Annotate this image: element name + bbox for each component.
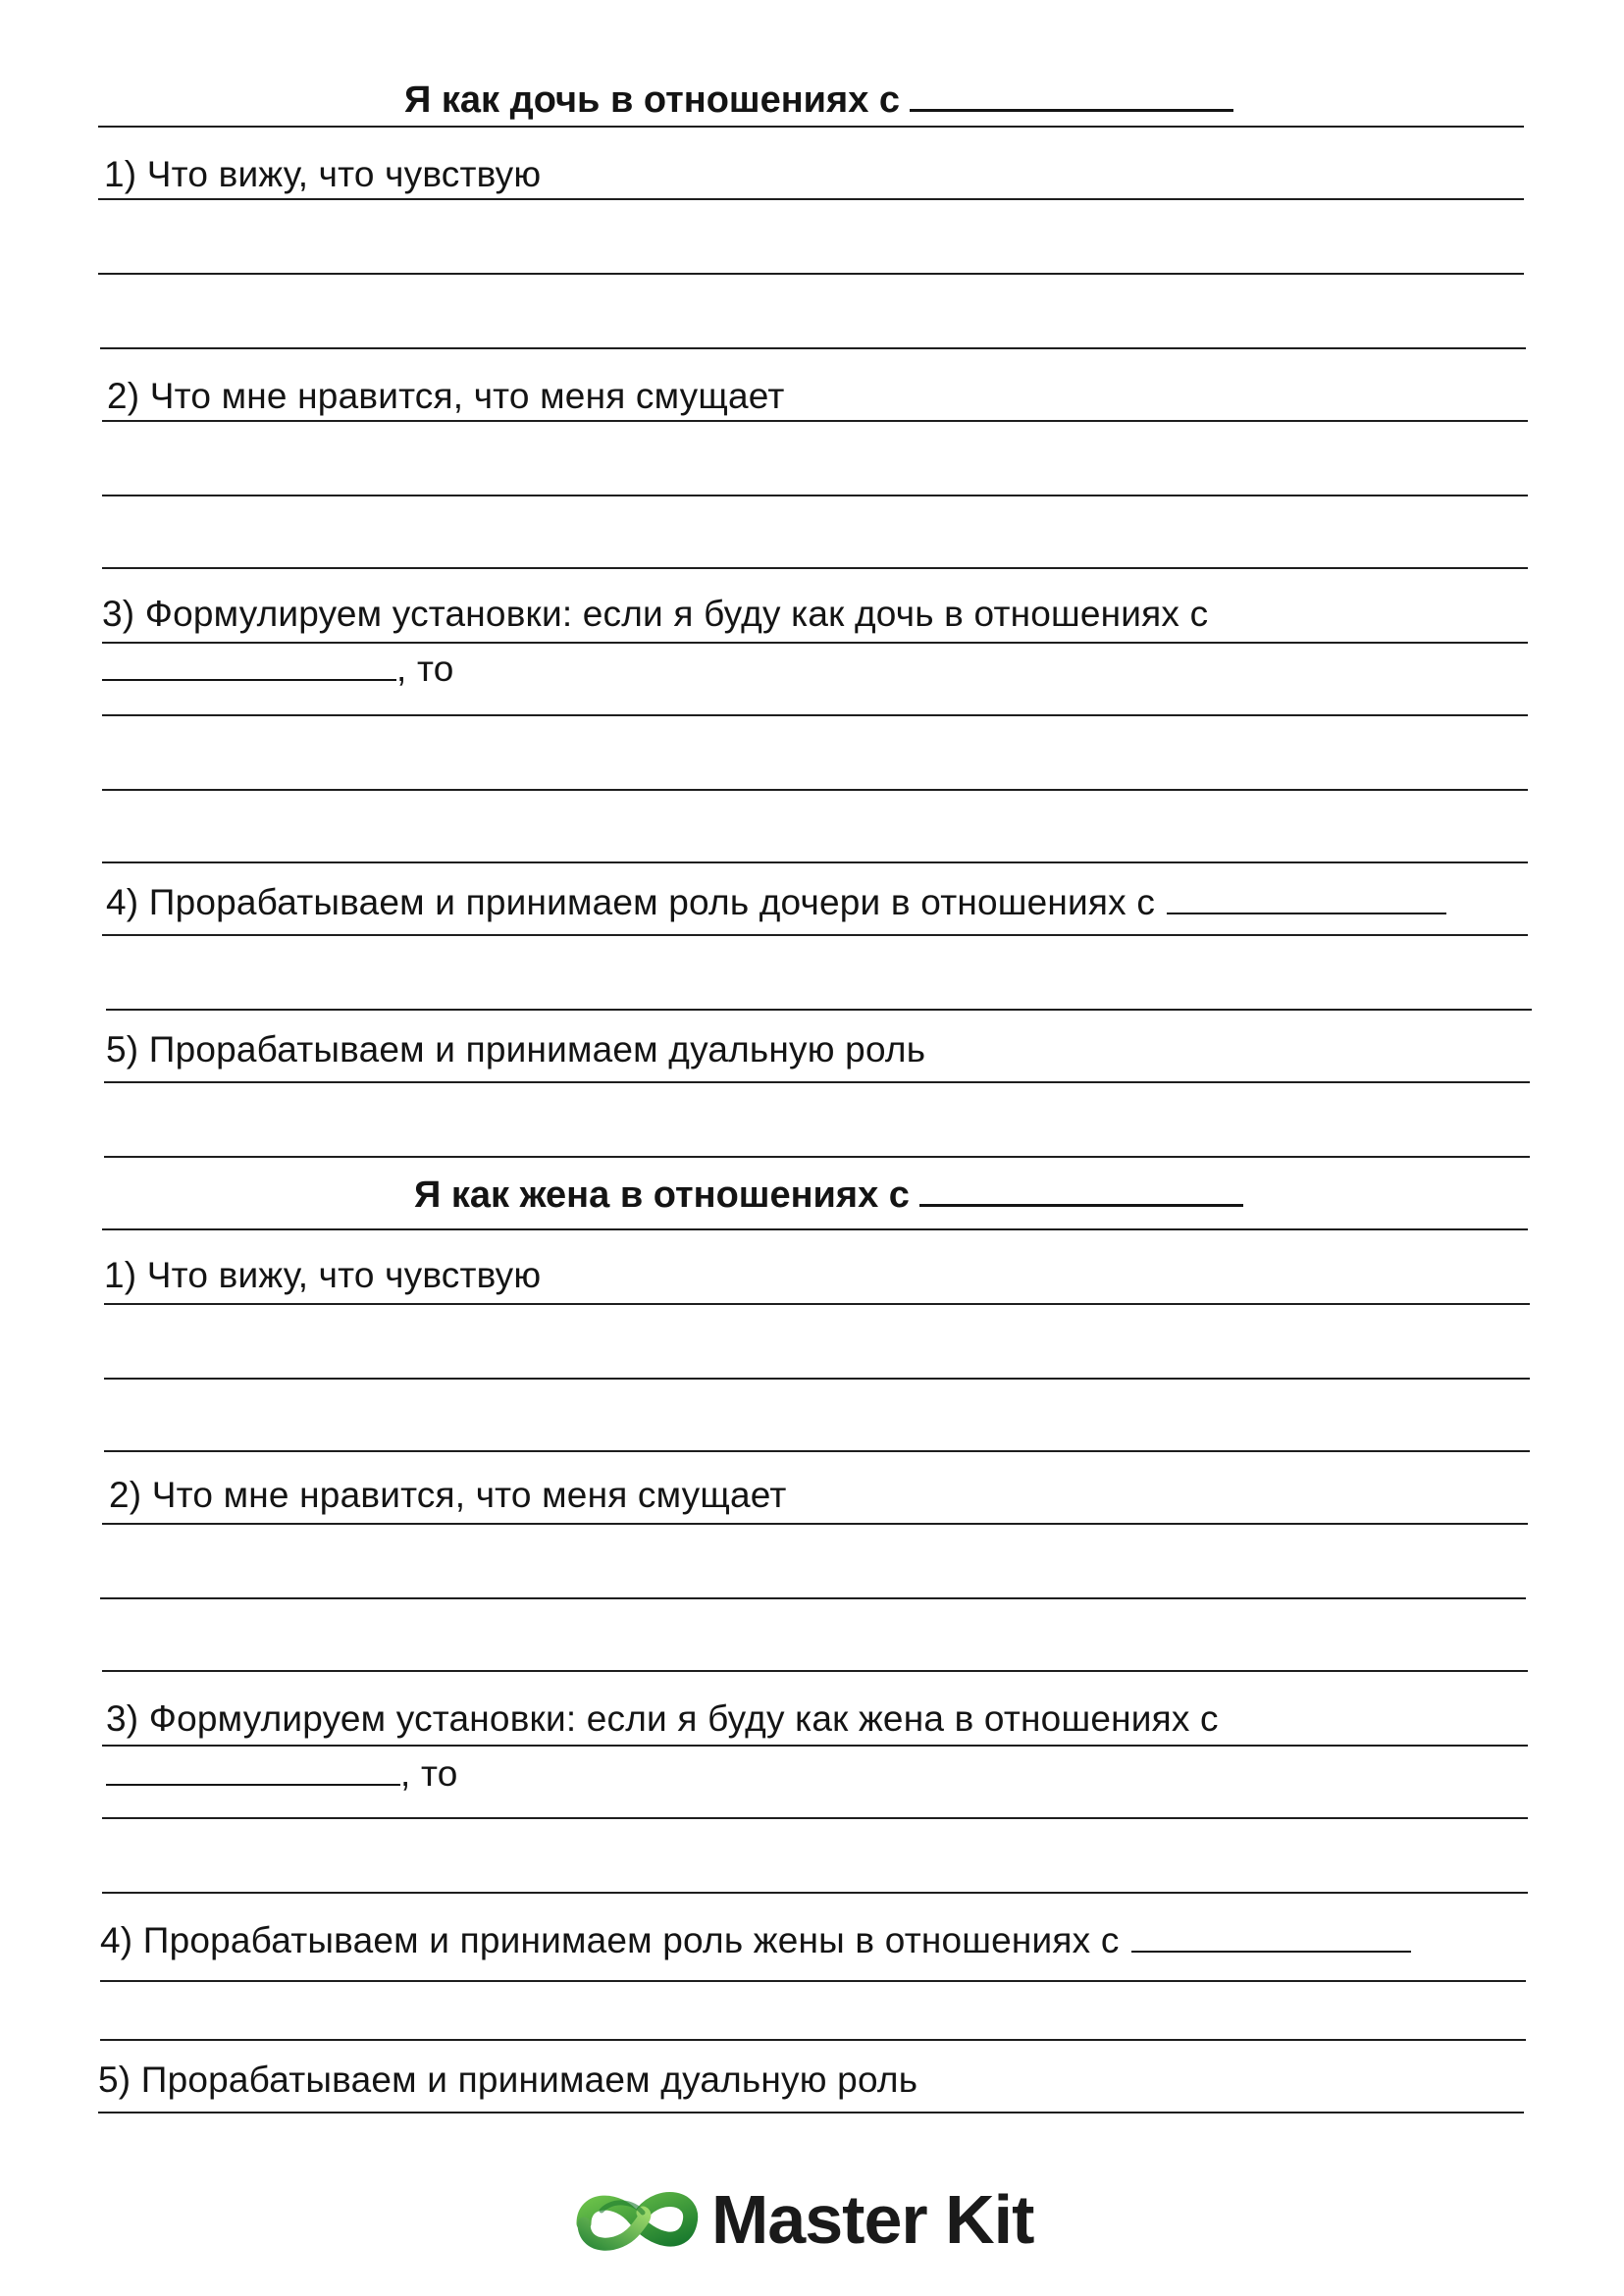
section1-item4-text: 4) Прорабатываем и принимаем роль дочери в отношениях с (106, 882, 1156, 922)
answer-line[interactable] (102, 789, 1528, 791)
section1-item3-cont (102, 648, 453, 691)
section1-title-text: Я как дочь в отношениях с (404, 79, 901, 121)
section2-title (414, 1174, 1243, 1217)
answer-line[interactable] (100, 1597, 1526, 1599)
section2-title-blank[interactable] (919, 1174, 1243, 1207)
section1-item3-blank[interactable] (102, 650, 396, 681)
section2-item1: 1) Что вижу, что чувствую (104, 1255, 542, 1295)
answer-line[interactable] (98, 273, 1524, 275)
section2-item3: 3) Формулируем установки: если я буду как жена в отношениях с (106, 1698, 1219, 1739)
answer-line[interactable] (104, 1450, 1530, 1452)
answer-line[interactable] (100, 347, 1526, 349)
section2-title-text: Я как жена в отношениях с (414, 1174, 910, 1216)
answer-line[interactable] (102, 1892, 1528, 1894)
section2-item4-text: 4) Прорабатываем и принимаем роль жены в отношениях с (100, 1920, 1120, 1960)
logo-text: Master Kit (711, 2181, 1034, 2258)
answer-line[interactable] (100, 2039, 1526, 2041)
section1-item1: 1) Что вижу, что чувствую (104, 154, 542, 194)
rule (98, 126, 1524, 128)
answer-line[interactable] (104, 1303, 1530, 1305)
infinity-icon (574, 2179, 702, 2268)
section2-item5: 5) Прорабатываем и принимаем дуальную роль (98, 2060, 918, 2100)
answer-line[interactable] (104, 1378, 1530, 1380)
answer-line[interactable] (98, 2112, 1524, 2113)
masterkit-logo (574, 2173, 1045, 2271)
section1-item3-cont-text: , то (396, 649, 454, 689)
section2-item3-blank[interactable] (106, 1754, 400, 1786)
answer-line[interactable] (102, 495, 1528, 496)
section1-item2: 2) Что мне нравится, что меня смущает (107, 376, 785, 416)
section2-item2: 2) Что мне нравится, что меня смущает (109, 1475, 787, 1515)
section2-item3-cont-text: , то (400, 1753, 458, 1794)
answer-line[interactable] (102, 642, 1528, 644)
answer-line[interactable] (102, 861, 1528, 863)
section1-item4-blank[interactable] (1167, 883, 1446, 914)
answer-line[interactable] (102, 1817, 1528, 1819)
answer-line[interactable] (106, 1009, 1532, 1011)
section2-item4-blank[interactable] (1131, 1921, 1411, 1953)
answer-line[interactable] (102, 567, 1528, 569)
section1-item5: 5) Прорабатываем и принимаем дуальную роль (106, 1029, 926, 1070)
answer-line[interactable] (102, 714, 1528, 716)
answer-line[interactable] (102, 1670, 1528, 1672)
answer-line[interactable] (102, 420, 1528, 422)
answer-line[interactable] (104, 1081, 1530, 1083)
answer-line[interactable] (102, 1745, 1528, 1747)
rule (102, 1228, 1528, 1230)
answer-line[interactable] (102, 1523, 1528, 1525)
answer-line[interactable] (102, 934, 1528, 936)
answer-line[interactable] (104, 1156, 1530, 1158)
section2-item3-cont (106, 1752, 457, 1796)
answer-line[interactable] (100, 1980, 1526, 1982)
section1-title (404, 78, 1233, 122)
section1-item4 (106, 881, 1446, 924)
section1-item3: 3) Формулируем установки: если я буду как дочь в отношениях с (102, 594, 1209, 634)
answer-line[interactable] (98, 198, 1524, 200)
section1-title-blank[interactable] (910, 79, 1233, 112)
section2-item4 (100, 1919, 1411, 1962)
